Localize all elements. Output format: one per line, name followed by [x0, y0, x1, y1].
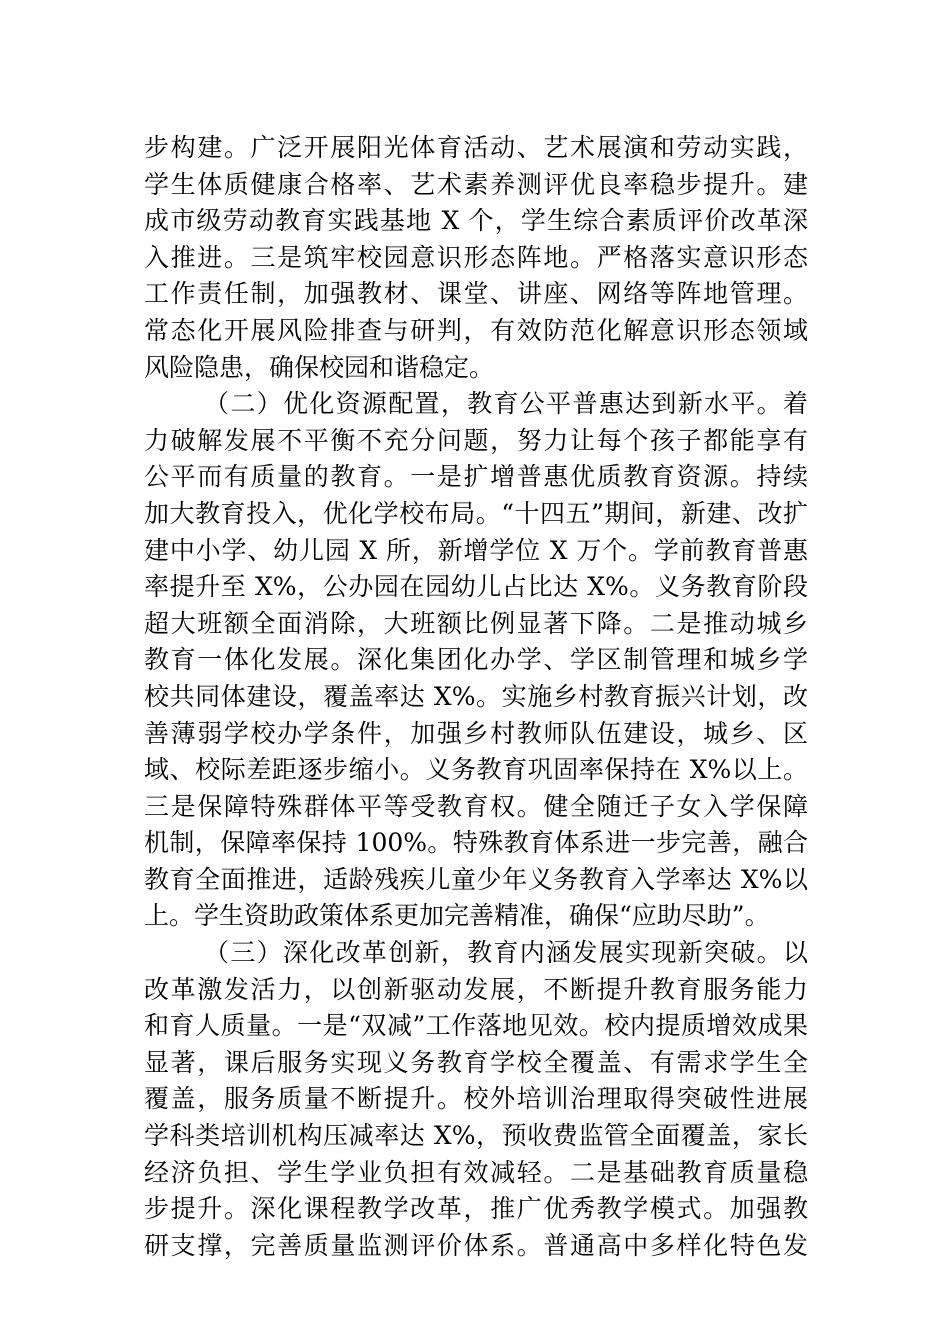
- text-line: 教育一体化发展。深化集团化办学、学区制管理和城乡学: [144, 645, 808, 675]
- text-line: 三是保障特殊群体平等受教育权。健全随迁子女入学保障: [144, 791, 808, 821]
- text-line: 率提升至 X%，公办园在园幼儿占比达 X%。义务教育阶段: [144, 572, 808, 602]
- text-line: 经济负担、学生学业负担有效减轻。二是基础教育质量稳: [144, 1157, 808, 1187]
- text-line: 研支撑，完善质量监测评价体系。普通高中多样化特色发: [144, 1230, 808, 1260]
- text-line: 步构建。广泛开展阳光体育活动、艺术展演和劳动实践，: [144, 133, 808, 162]
- text-line: 超大班额全面消除，大班额比例显著下降。二是推动城乡: [144, 608, 808, 638]
- text-line: 公平而有质量的教育。一是扩增普惠优质教育资源。持续: [144, 462, 808, 492]
- section-heading-line: （三）深化改革创新，教育内涵发展实现新突破。以: [204, 938, 808, 968]
- text-line: 显著，课后服务实现义务教育学校全覆盖、有需求学生全: [144, 1047, 808, 1077]
- text-line: 上。学生资助政策体系更加完善精准，确保“应助尽助”。: [144, 901, 770, 931]
- text-line: 力破解发展不平衡不充分问题，努力让每个孩子都能享有: [144, 425, 808, 455]
- text-line: 善薄弱学校办学条件，加强乡村教师队伍建设，城乡、区: [144, 718, 808, 748]
- text-line: 和育人质量。一是“双减”工作落地见效。校内提质增效成果: [144, 1011, 808, 1041]
- section-heading-line: （二）优化资源配置，教育公平普惠达到新水平。着: [204, 389, 808, 419]
- text-line: 建中小学、幼儿园 X 所，新增学位 X 万个。学前教育普惠: [144, 535, 808, 565]
- text-line: 改革激发活力，以创新驱动发展，不断提升教育服务能力: [144, 974, 808, 1004]
- text-line: 校共同体建设，覆盖率达 X%。实施乡村教育振兴计划，改: [144, 681, 808, 711]
- text-line: 常态化开展风险排查与研判，有效防范化解意识形态领域: [144, 315, 808, 345]
- text-line: 入推进。三是筑牢校园意识形态阵地。严格落实意识形态: [144, 242, 808, 272]
- text-line: 机制，保障率保持 100%。特殊教育体系进一步完善，融合: [144, 828, 808, 858]
- text-line: 风险隐患，确保校园和谐稳定。: [144, 352, 495, 382]
- text-line: 加大教育投入，优化学校布局。“十四五”期间，新建、改扩: [144, 498, 808, 528]
- text-line: 覆盖，服务质量不断提升。校外培训治理取得突破性进展: [144, 1084, 808, 1114]
- text-line: 域、校际差距逐步缩小。义务教育巩固率保持在 X%以上。: [144, 755, 808, 785]
- text-line: 步提升。深化课程教学改革，推广优秀教学模式。加强教: [144, 1194, 808, 1224]
- text-line: 学生体质健康合格率、艺术素养测评优良率稳步提升。建: [144, 169, 808, 199]
- body-text: [144, 130, 808, 1264]
- text-line: 成市级劳动教育实践基地 X 个，学生综合素质评价改革深: [144, 206, 808, 236]
- text-line: 工作责任制，加强教材、课堂、讲座、网络等阵地管理。: [144, 279, 808, 309]
- text-line: 学科类培训机构压减率达 X%，预收费监管全面覆盖，家长: [144, 1121, 808, 1151]
- text-line: 教育全面推进，适龄残疾儿童少年义务教育入学率达 X%以: [144, 864, 808, 894]
